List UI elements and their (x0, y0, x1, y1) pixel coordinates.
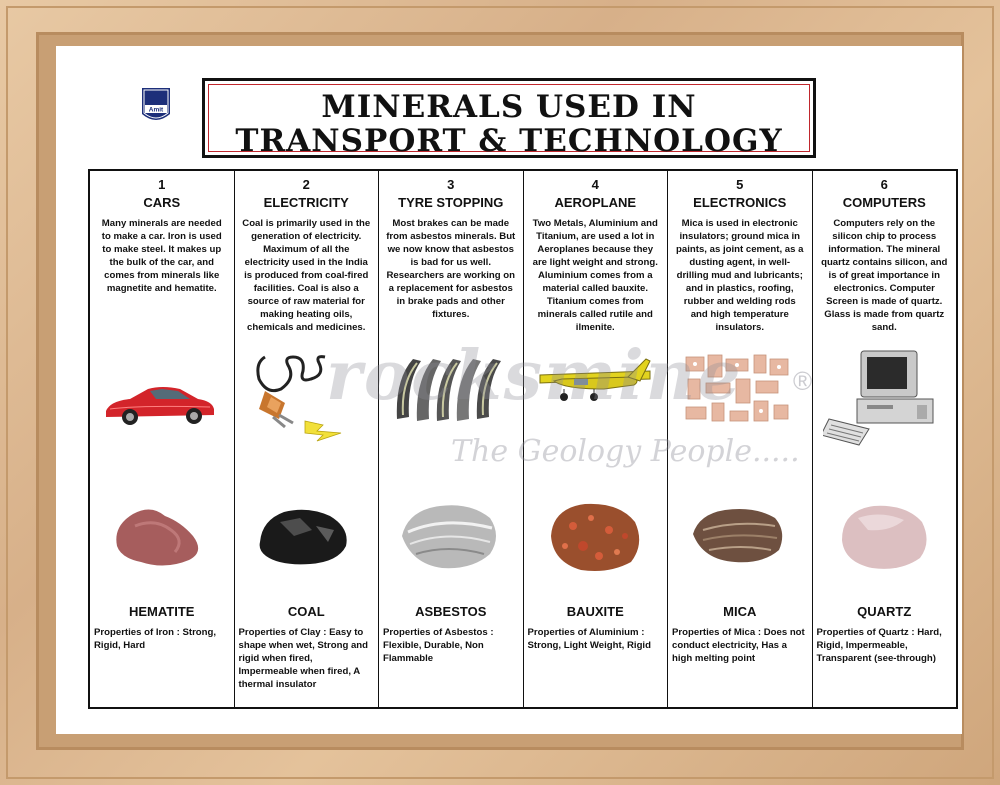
mineral-properties: Properties of Mica : Does not conduct electricity, Has a high melting point (672, 627, 805, 664)
red-car-icon (100, 349, 220, 449)
column-category: ELECTRICITY (263, 195, 349, 210)
mineral-name: QUARTZ (857, 604, 912, 619)
column-category: AEROPLANE (554, 195, 637, 210)
title-line-1: MINERALS USED IN (321, 89, 697, 125)
column-electricity (234, 171, 379, 707)
mineral-properties: Properties of Iron : Strong, Rigid, Hard (94, 627, 217, 651)
column-number: 2 (302, 177, 310, 192)
computer-icon (823, 349, 943, 449)
logo-text: Amit (148, 106, 164, 114)
column-computers (812, 171, 957, 707)
column-number: 4 (591, 177, 599, 192)
column-category: ELECTRONICS (693, 195, 787, 210)
column-description: Computers rely on the silicon chip to process information. The mineral quartz contains silicon, and is of great importance in electronics. Computer Screen is made of quartz. Glass is made from quartz sand. (821, 218, 948, 333)
amit-logo (140, 86, 172, 126)
hematite-specimen (105, 496, 215, 576)
column-number: 1 (158, 177, 166, 192)
column-number: 5 (736, 177, 744, 192)
column-description: Most brakes can be made from asbestos minerals. But we now know that asbestos is bad for us well. Researchers are working on a replacement for asbestos in brake pads and other fixtures. (386, 218, 516, 320)
column-cars (90, 171, 234, 707)
column-category: CARS (143, 195, 181, 210)
column-description: Two Metals, Aluminium and Titanium, are used a lot in Aeroplanes because they are light weight and strong. Aluminium comes from a material called bauxite. Titanium comes from minerals called rutile and ilmenite. (532, 218, 658, 333)
column-category: COMPUTERS (842, 195, 926, 210)
chart-board (56, 46, 962, 734)
quartz-specimen (828, 496, 938, 576)
coal-specimen (250, 496, 360, 576)
column-number: 3 (447, 177, 455, 192)
column-description: Many minerals are needed to make a car. Iron is used to make steel. It makes up the bulk of the car, and comes from minerals like magnetite and hematite. (101, 218, 222, 294)
mica-specimen (683, 496, 793, 576)
mineral-name: BAUXITE (566, 604, 624, 619)
column-description: Coal is primarily used in the generation of electricity. Maximum of all the electricity used in the India is produced from coal-fired facilities. Coal is also a source of raw material for making heating oils, chemicals and medicines. (242, 218, 371, 333)
column-description: Mica is used in electronic insulators; ground mica in paints, as joint cement, as a dusting agent, in well-drilling mud and lubricants; and in plastics, roofing, rubber and welding rods and high temperature insulators. (676, 218, 804, 333)
mineral-properties: Properties of Quartz : Hard, Rigid, Impermeable, Transparent (see-through) (816, 627, 942, 664)
mineral-properties: Properties of Aluminium : Strong, Light Weight, Rigid (527, 627, 651, 651)
column-number: 6 (880, 177, 888, 192)
mineral-name: HEMATITE (129, 604, 195, 619)
watermark-brand: rocksmine (326, 336, 743, 416)
column-category: TYRE STOPPING (398, 195, 504, 210)
watermark-registered: ® (793, 366, 813, 396)
mineral-name: COAL (287, 604, 325, 619)
mineral-name: MICA (723, 604, 757, 619)
mineral-properties: Properties of Asbestos : Flexible, Durable, Non Flammable (383, 627, 494, 664)
asbestos-specimen (394, 496, 504, 576)
mineral-properties: Properties of Clay : Easy to shape when wet, Strong and rigid when fired, Impermeable when fired, A thermal insulator (238, 627, 369, 690)
mineral-name: ASBESTOS (415, 604, 487, 619)
title-box (202, 78, 816, 158)
watermark-tagline: The Geology People..... (451, 434, 800, 469)
bauxite-specimen (539, 496, 649, 576)
title-line-2: TRANSPORT & TECHNOLOGY (235, 123, 783, 159)
